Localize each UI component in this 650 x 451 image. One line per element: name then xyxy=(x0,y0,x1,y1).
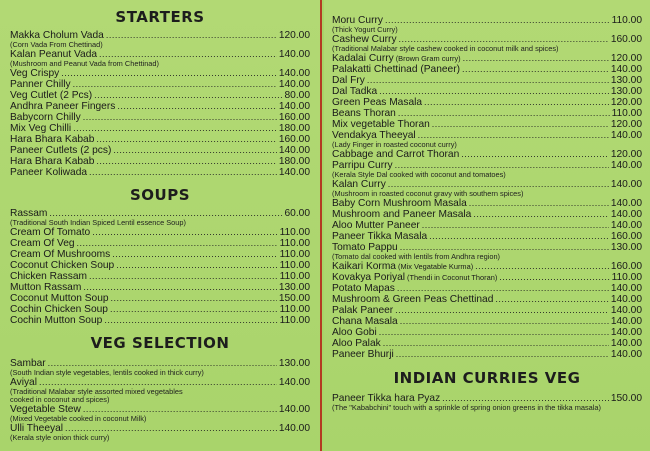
menu-item-row xyxy=(10,282,310,293)
item-subnote: (Mix Vegatable Kurma) xyxy=(397,262,474,271)
menu-item-row xyxy=(332,86,642,97)
dot-leader xyxy=(96,134,276,145)
item-name: Andhra Paneer Fingers xyxy=(10,101,116,112)
item-price: 130.00 xyxy=(610,75,642,86)
menu-section xyxy=(332,369,642,412)
item-price: 130.00 xyxy=(278,358,310,369)
item-name: Hara Bhara Kabab xyxy=(10,156,95,167)
menu-item xyxy=(332,86,642,97)
menu-item-row xyxy=(332,316,642,327)
menu-item-row xyxy=(10,101,310,112)
dot-leader xyxy=(117,101,276,112)
menu-item xyxy=(10,271,310,282)
item-name: Mushroom and Paneer Masala xyxy=(332,209,472,220)
item-name: Kaikari Korma xyxy=(332,261,396,272)
item-price: 120.00 xyxy=(610,97,642,108)
dot-leader xyxy=(422,220,609,231)
item-price: 110.00 xyxy=(279,249,310,260)
dot-leader xyxy=(83,282,276,293)
menu-item xyxy=(332,53,642,64)
dot-leader xyxy=(83,112,277,123)
item-price: 110.00 xyxy=(279,260,310,271)
item-price: 140.00 xyxy=(610,294,642,305)
menu-section xyxy=(10,186,310,326)
item-name: Green Peas Masala xyxy=(332,97,423,108)
menu-item-row xyxy=(10,134,310,145)
menu-item-row xyxy=(332,349,642,360)
item-name: Parripu Curry xyxy=(332,160,393,171)
item-price: 140.00 xyxy=(278,377,310,388)
menu-item xyxy=(332,272,642,283)
item-name: Mix vegetable Thoran xyxy=(332,119,430,130)
menu-item-row xyxy=(10,260,310,271)
menu-item xyxy=(332,34,642,53)
menu-item xyxy=(10,123,310,134)
menu-item xyxy=(10,134,310,145)
menu-item xyxy=(332,209,642,220)
menu-item-row xyxy=(10,315,310,326)
item-price: 140.00 xyxy=(610,327,642,338)
dot-leader xyxy=(116,260,277,271)
item-description: (Traditional Malabar style cashew cooked in coconut milk and spices) xyxy=(332,44,559,53)
item-name: Kadalai Curry xyxy=(332,53,394,64)
item-price: 140.00 xyxy=(278,101,310,112)
item-name: Dal Tadka xyxy=(332,86,378,97)
dot-leader xyxy=(473,209,609,220)
item-price: 120.00 xyxy=(278,30,310,41)
dot-leader xyxy=(94,90,282,101)
menu-item-row xyxy=(332,272,642,283)
menu-item xyxy=(10,112,310,123)
item-description: (Mixed Vegetable cooked in coconut Milk) xyxy=(10,414,147,423)
item-price: 140.00 xyxy=(610,160,642,171)
menu-item xyxy=(10,90,310,101)
item-price: 180.00 xyxy=(278,156,310,167)
item-name: Cochin Chicken Soup xyxy=(10,304,108,315)
item-name: Panner Chilly xyxy=(10,79,71,90)
item-name: Paneer Koliwada xyxy=(10,167,88,178)
item-price: 120.00 xyxy=(610,149,642,160)
menu-item-row xyxy=(10,79,310,90)
item-name: Aloo Mutter Paneer xyxy=(332,220,420,231)
menu-item-row xyxy=(332,327,642,338)
item-price: 110.00 xyxy=(279,238,310,249)
item-name: Kalan Curry xyxy=(332,179,386,190)
menu-item-row xyxy=(332,231,642,242)
item-name: Ulli Theeyal xyxy=(10,423,64,434)
item-price: 140.00 xyxy=(610,305,642,316)
menu-item xyxy=(332,15,642,34)
menu-item-row xyxy=(332,75,642,86)
item-price: 140.00 xyxy=(278,404,310,415)
dot-leader xyxy=(110,304,278,315)
menu-item xyxy=(332,149,642,160)
item-description: (Kerala Style Dal cooked with coconut and tomatoes) xyxy=(332,170,506,179)
item-description: (Corn Vada From Chettinad) xyxy=(10,40,103,49)
item-name: Rassam xyxy=(10,208,48,219)
item-subnote: (Brown Gram curry) xyxy=(395,54,461,63)
item-name: Baby Corn Mushroom Masala xyxy=(332,198,467,209)
item-price: 160.00 xyxy=(278,134,310,145)
dot-leader xyxy=(398,108,610,119)
menu-item xyxy=(10,30,310,49)
menu-item xyxy=(10,145,310,156)
item-name: Tomato Pappu xyxy=(332,242,398,253)
menu-item xyxy=(10,304,310,315)
item-price: 140.00 xyxy=(610,179,642,190)
menu-item-row xyxy=(332,209,642,220)
item-name: Cashew Curry xyxy=(332,34,397,45)
item-name: Aloo Gobi xyxy=(332,327,377,338)
section-heading: STARTERS xyxy=(115,8,205,26)
item-price: 110.00 xyxy=(611,15,642,26)
menu-item xyxy=(10,260,310,271)
menu-item-row xyxy=(10,112,310,123)
menu-item-row xyxy=(332,261,642,272)
item-price: 130.00 xyxy=(278,282,310,293)
menu-item xyxy=(332,305,642,316)
item-name: Cream Of Veg xyxy=(10,238,75,249)
dot-leader xyxy=(462,64,609,75)
menu-item-row xyxy=(332,220,642,231)
menu-item xyxy=(332,338,642,349)
dot-leader xyxy=(106,30,277,41)
menu-item-row xyxy=(10,304,310,315)
menu-item xyxy=(332,316,642,327)
dot-leader xyxy=(89,167,277,178)
item-name: Moru Curry xyxy=(332,15,383,26)
dot-leader xyxy=(379,86,609,97)
item-name: Vendakya Theeyal xyxy=(332,130,416,141)
menu-item-row xyxy=(10,68,310,79)
menu-item-row xyxy=(10,227,310,238)
dot-leader xyxy=(395,305,609,316)
dot-leader xyxy=(469,198,609,209)
item-name: Vegetable Stew xyxy=(10,404,81,415)
menu-item xyxy=(332,220,642,231)
item-name: Sambar xyxy=(10,358,46,369)
item-description: cooked in coconut and spices) xyxy=(10,395,110,404)
menu-item xyxy=(332,393,642,412)
section-heading: SOUPS xyxy=(129,186,191,204)
item-name: Makka Cholum Vada xyxy=(10,30,104,41)
menu-item xyxy=(10,377,310,404)
item-price: 180.00 xyxy=(278,123,310,134)
item-name: Cream Of Mushrooms xyxy=(10,249,111,260)
item-name: Cochin Mutton Soup xyxy=(10,315,103,326)
menu-item xyxy=(10,404,310,423)
item-name: Palak Paneer xyxy=(332,305,394,316)
item-price: 140.00 xyxy=(278,145,310,156)
menu-item xyxy=(332,327,642,338)
menu-item-row xyxy=(332,53,642,64)
item-name: Cabbage and Carrot Thoran xyxy=(332,149,460,160)
menu-item-row xyxy=(10,293,310,304)
item-description: (South Indian style vegetables, lentils cooked in thick curry) xyxy=(10,368,204,377)
item-price: 110.00 xyxy=(611,272,642,283)
menu-item xyxy=(332,198,642,209)
item-description: (Kerala style onion thick curry) xyxy=(10,433,110,442)
dot-leader xyxy=(113,145,276,156)
menu-item xyxy=(332,294,642,305)
dot-leader xyxy=(385,15,610,26)
menu-item xyxy=(332,231,642,242)
menu-item xyxy=(10,293,310,304)
item-price: 130.00 xyxy=(610,86,642,97)
menu-item xyxy=(332,179,642,198)
menu-item xyxy=(332,160,642,179)
left-column xyxy=(0,0,322,451)
item-description: (Traditional Malabar style assorted mixed vegetables xyxy=(10,387,183,396)
item-name: Beans Thoran xyxy=(332,108,396,119)
menu-item-row xyxy=(332,64,642,75)
menu-item-row xyxy=(10,167,310,178)
item-price: 110.00 xyxy=(611,108,642,119)
menu-item xyxy=(10,282,310,293)
item-price: 120.00 xyxy=(610,53,642,64)
menu-item-row xyxy=(332,283,642,294)
menu-item xyxy=(10,49,310,68)
dot-leader xyxy=(379,327,609,338)
item-price: 150.00 xyxy=(610,393,642,404)
item-price: 140.00 xyxy=(610,349,642,360)
item-description: (Mushroom and Peanut Vada from Chettinad) xyxy=(10,59,159,68)
menu-item xyxy=(332,97,642,108)
dot-leader xyxy=(461,149,609,160)
menu-item-row xyxy=(332,149,642,160)
item-name: Paneer Bhurji xyxy=(332,349,394,360)
item-name: Paneer Tikka Masala xyxy=(332,231,428,242)
dot-leader xyxy=(396,349,609,360)
item-name: Potato Mapas xyxy=(332,283,395,294)
item-subnote: (Thendi in Coconut Thoran) xyxy=(407,273,498,282)
item-name: Coconut Mutton Soup xyxy=(10,293,109,304)
menu-item-row xyxy=(332,108,642,119)
menu-section xyxy=(332,15,642,360)
menu-item-row xyxy=(10,156,310,167)
menu-item xyxy=(332,349,642,360)
dot-leader xyxy=(429,231,609,242)
item-price: 140.00 xyxy=(278,49,310,60)
menu-item-row xyxy=(10,249,310,260)
item-name: Chana Masala xyxy=(332,316,398,327)
item-price: 160.00 xyxy=(610,231,642,242)
item-name: Cream Of Tomato xyxy=(10,227,91,238)
menu-item-row xyxy=(332,198,642,209)
dot-leader xyxy=(89,271,278,282)
menu-item-row xyxy=(10,238,310,249)
dot-leader xyxy=(383,338,609,349)
item-description: (Mushroom in roasted coconut gravy with southern spices) xyxy=(332,189,524,198)
item-name: Aviyal xyxy=(10,377,37,388)
item-description: (Thick Yogurt Curry) xyxy=(332,25,398,34)
menu-item xyxy=(332,75,642,86)
menu-item-row xyxy=(10,90,310,101)
dot-leader xyxy=(112,249,277,260)
item-price: 160.00 xyxy=(610,34,642,45)
item-price: 140.00 xyxy=(610,338,642,349)
menu-item-row xyxy=(10,271,310,282)
item-price: 110.00 xyxy=(279,271,310,282)
menu-item xyxy=(332,108,642,119)
dot-leader xyxy=(432,119,609,130)
dot-leader xyxy=(367,75,609,86)
item-name: Babycorn Chilly xyxy=(10,112,81,123)
menu-item xyxy=(10,208,310,227)
menu-item xyxy=(10,227,310,238)
item-price: 140.00 xyxy=(278,423,310,434)
menu-item-row xyxy=(332,97,642,108)
dot-leader xyxy=(424,97,609,108)
section-heading: VEG SELECTION xyxy=(90,334,230,352)
item-price: 140.00 xyxy=(610,130,642,141)
menu-item-row xyxy=(10,123,310,134)
menu-item xyxy=(10,315,310,326)
item-price: 160.00 xyxy=(610,261,642,272)
item-description: (Traditional South Indian Spiced Lentil essence Soup) xyxy=(10,218,186,227)
menu-item xyxy=(10,156,310,167)
item-price: 140.00 xyxy=(610,283,642,294)
item-price: 140.00 xyxy=(278,167,310,178)
menu-item-row xyxy=(332,338,642,349)
dot-leader xyxy=(96,156,276,167)
right-column xyxy=(324,0,650,451)
item-description: (Lady Finger in roasted coconut curry) xyxy=(332,140,457,149)
item-name: Paneer Tikka hara Pyaz xyxy=(332,393,441,404)
item-name: Kovakya Poriyal xyxy=(332,272,406,283)
item-name: Mutton Rassam xyxy=(10,282,82,293)
section-heading: INDIAN CURRIES VEG xyxy=(393,369,581,387)
dot-leader xyxy=(73,79,277,90)
menu-item xyxy=(10,101,310,112)
menu-item xyxy=(10,167,310,178)
item-name: Mushroom & Green Peas Chettinad xyxy=(332,294,494,305)
item-name: Mix Veg Chilli xyxy=(10,123,72,134)
menu-item-row xyxy=(332,305,642,316)
item-name: Coconut Chicken Soup xyxy=(10,260,115,271)
dot-leader xyxy=(111,293,277,304)
dot-leader xyxy=(463,53,609,64)
menu-item xyxy=(10,358,310,377)
dot-leader xyxy=(73,123,277,134)
item-description: (Tomato dal cooked with lentils from Andhra region) xyxy=(332,252,501,261)
menu-item-row xyxy=(332,294,642,305)
menu-item xyxy=(10,68,310,79)
item-price: 120.00 xyxy=(610,119,642,130)
dot-leader xyxy=(400,316,609,327)
menu-item xyxy=(10,238,310,249)
dot-leader xyxy=(61,68,277,79)
item-price: 110.00 xyxy=(279,315,310,326)
item-price: 60.00 xyxy=(284,208,310,219)
item-name: Paneer Cutlets (2 pcs) xyxy=(10,145,112,156)
item-name: Veg Cutlet (2 Pcs) xyxy=(10,90,93,101)
menu-item xyxy=(332,242,642,261)
menu-item xyxy=(332,261,642,272)
item-price: 140.00 xyxy=(278,79,310,90)
menu-item-row xyxy=(10,145,310,156)
menu-item xyxy=(332,119,642,130)
item-price: 110.00 xyxy=(279,227,310,238)
item-price: 110.00 xyxy=(279,304,310,315)
dot-leader xyxy=(104,315,277,326)
menu-item xyxy=(10,249,310,260)
item-price: 140.00 xyxy=(610,316,642,327)
menu-section xyxy=(10,8,310,178)
item-name: Veg Crispy xyxy=(10,68,60,79)
item-price: 140.00 xyxy=(610,64,642,75)
dot-leader xyxy=(397,283,609,294)
dot-leader xyxy=(475,261,609,272)
item-price: 150.00 xyxy=(278,293,310,304)
item-price: 80.00 xyxy=(284,90,310,101)
menu-item xyxy=(10,79,310,90)
dot-leader xyxy=(92,227,277,238)
item-name: Palakatti Chettinad (Paneer) xyxy=(332,64,460,75)
menu-item xyxy=(332,130,642,149)
item-name: Chicken Rassam xyxy=(10,271,87,282)
item-price: 160.00 xyxy=(278,112,310,123)
item-price: 140.00 xyxy=(278,68,310,79)
item-description: (The "Kababchini" touch with a sprinkle of spring onion greens in the tikka masala) xyxy=(332,403,601,412)
menu-item xyxy=(10,423,310,442)
item-name: Aloo Palak xyxy=(332,338,381,349)
menu-item xyxy=(332,64,642,75)
item-price: 140.00 xyxy=(610,198,642,209)
dot-leader xyxy=(77,238,278,249)
item-price: 130.00 xyxy=(610,242,642,253)
dot-leader xyxy=(495,294,608,305)
item-price: 140.00 xyxy=(610,209,642,220)
menu-item-row xyxy=(332,119,642,130)
item-price: 140.00 xyxy=(610,220,642,231)
menu-section xyxy=(10,334,310,442)
dot-leader xyxy=(499,272,609,283)
item-name: Hara Bhara Kabab xyxy=(10,134,95,145)
item-name: Kalan Peanut Vada xyxy=(10,49,98,60)
item-name: Dal Fry xyxy=(332,75,365,86)
menu-item xyxy=(332,283,642,294)
